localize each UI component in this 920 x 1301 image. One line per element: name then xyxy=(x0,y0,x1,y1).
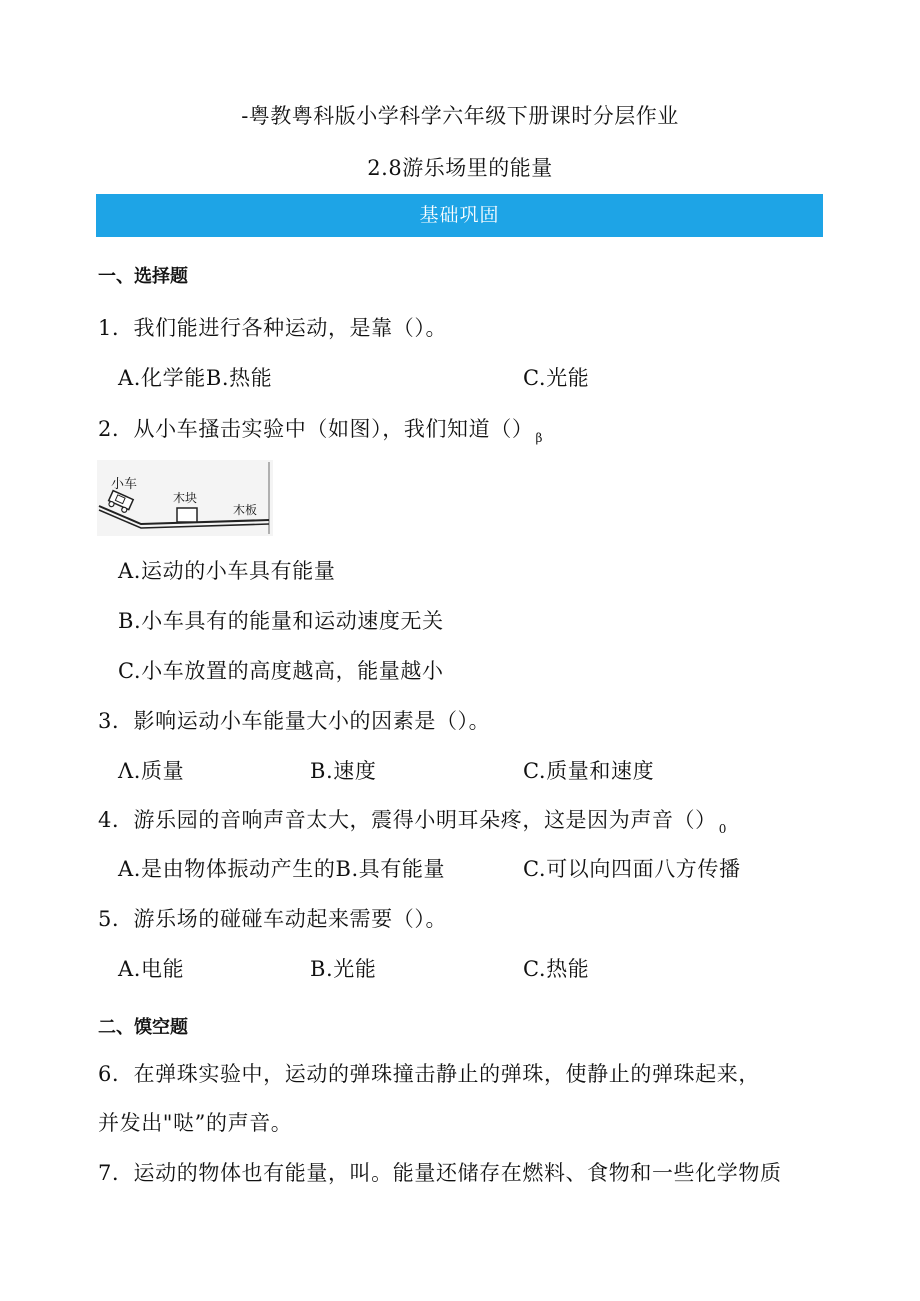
question-4 xyxy=(98,804,727,836)
question-2 xyxy=(98,413,543,445)
question-1-option-ab: A.化学能B.热能 xyxy=(118,366,273,390)
question-5-option-c: C.热能 xyxy=(523,957,590,981)
car-label: 小车 xyxy=(111,477,138,492)
question-7-line-1: 7．运动的物体也有能量，叫。能量还储存在燃料、食物和一些化学物质 xyxy=(98,1161,782,1185)
collision-diagram xyxy=(97,460,273,536)
question-3-option-b: B.速度 xyxy=(310,759,377,783)
question-1: 1．我们能进行各种运动，是靠（）。 xyxy=(98,316,448,340)
section-heading-fill: 二、馍空题 xyxy=(98,1017,188,1038)
question-4-suffix: 0 xyxy=(718,822,728,836)
question-2-option-c: C.小车放置的高度越高，能量越小 xyxy=(118,659,444,683)
question-2-option-b: B.小车具有的能量和运动速度无关 xyxy=(118,609,444,633)
question-4-option-c: C.可以向四面八方传播 xyxy=(523,857,741,881)
wood-block-icon xyxy=(177,508,197,522)
question-6-line-1: 6．在弹珠实验中，运动的弹珠撞击静止的弹珠，使静止的弹珠起来， xyxy=(98,1062,760,1086)
question-5-option-a: A.电能 xyxy=(118,957,185,981)
question-4-text: 4．游乐园的音响声音太大，震得小明耳朵疼，这是因为声音（） xyxy=(98,808,717,832)
question-3-option-a: Λ.质量 xyxy=(118,759,185,783)
block-label: 木块 xyxy=(173,491,198,505)
question-3: 3．影响运动小车能量大小的因素是（）。 xyxy=(98,709,491,733)
question-3-option-c: C.质量和速度 xyxy=(523,759,655,783)
question-2-text: 2．从小车搔击实验中（如图），我们知道（） xyxy=(98,417,534,441)
section-banner: 基础巩固 xyxy=(96,194,823,237)
board-label: 木板 xyxy=(233,503,258,517)
section-heading-choice: 一、选择题 xyxy=(98,266,188,287)
collision-experiment-figure xyxy=(97,460,273,536)
question-4-option-ab: A.是由物体振动产生的B.具有能量 xyxy=(118,857,446,881)
question-2-option-a: A.运动的小车具有能量 xyxy=(118,559,336,583)
lesson-title: 2.8游乐场里的能量 xyxy=(367,156,553,180)
question-5-option-b: B.光能 xyxy=(310,957,377,981)
series-title: -粤教粤科版小学科学六年级下册课时分层作业 xyxy=(241,104,679,128)
question-5: 5．游乐场的碰碰车动起来需要（）。 xyxy=(98,907,448,931)
question-1-option-c: C.光能 xyxy=(523,366,590,390)
question-6-line-2: 并发出"哒”的声音。 xyxy=(98,1111,293,1135)
question-2-suffix: β xyxy=(535,431,544,445)
